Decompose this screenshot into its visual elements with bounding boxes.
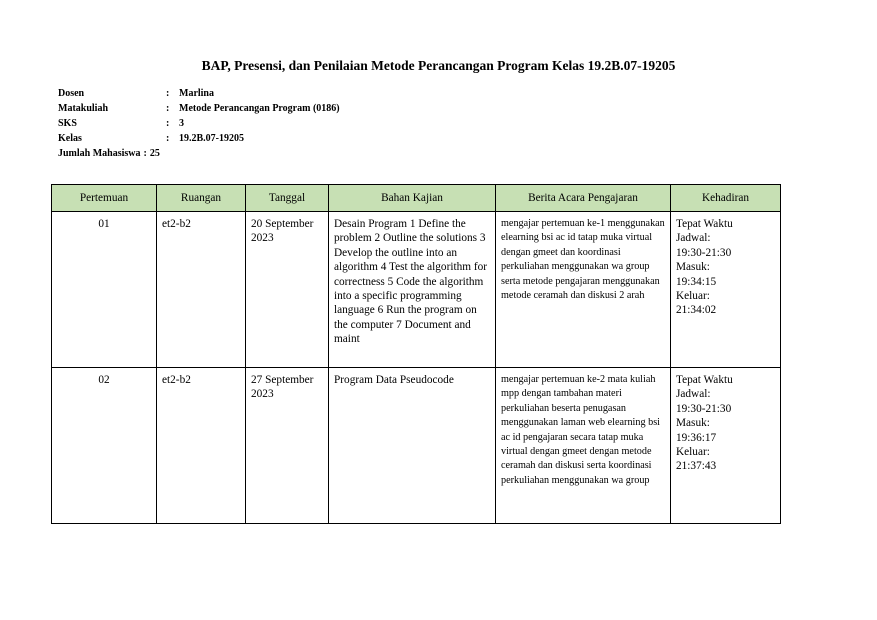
info-value: 3 [179, 118, 184, 129]
info-row-matakuliah [58, 101, 340, 116]
info-row-sks [58, 116, 340, 131]
kehadiran-keluar-value: 21:34:02 [676, 304, 717, 317]
kehadiran-masuk-label: Masuk: [676, 417, 710, 430]
table-row [52, 368, 781, 524]
kehadiran-keluar-value: 21:37:43 [676, 460, 717, 473]
document-title: BAP, Presensi, dan Penilaian Metode Perancangan Program Kelas 19.2B.07-19205 [201, 58, 676, 73]
cell-bahan-kajian: Desain Program 1 Define the problem 2 Outline the solutions 3 Develop the outline into an algorithm 4 Test the algorithm for correctness 5 Code the algorithm into a specific programming language 6 Run the program on the computer 7 Document and maint [329, 212, 496, 368]
course-info [58, 86, 340, 161]
info-row-kelas [58, 131, 340, 146]
info-value: Metode Perancangan Program (0186) [179, 103, 340, 114]
cell-kehadiran [671, 368, 781, 524]
kehadiran-masuk-value: 19:36:17 [676, 431, 717, 444]
kehadiran-status: Tepat Waktu [676, 374, 733, 386]
cell-ruangan: et2-b2 [157, 368, 246, 524]
info-value: Marlina [179, 88, 214, 99]
info-label: Dosen [58, 88, 85, 99]
cell-berita-acara: mengajar pertemuan ke-2 mata kuliah mpp dengan tambahan materi perkuliahan beserta penugasan menggunakan laman web elearning bsi ac id pengajaran secara tatap muka virtual dengan gmeet dengan metode ceramah dan diskusi serta koordinasi perkuliahan menggunakan wa group [496, 368, 671, 524]
table-row [52, 212, 781, 368]
header-tanggal: Tanggal [246, 185, 329, 212]
kehadiran-jadwal-value: 19:30-21:30 [676, 402, 732, 415]
table-header-row [52, 185, 781, 212]
info-label: SKS [58, 118, 77, 129]
cell-ruangan: et2-b2 [157, 212, 246, 368]
info-separator: : [166, 118, 170, 129]
info-label: Matakuliah [58, 103, 109, 114]
header-bahan-kajian: Bahan Kajian [329, 185, 496, 212]
header-kehadiran: Kehadiran [671, 185, 781, 212]
info-separator: : [166, 133, 170, 144]
cell-bahan-kajian: Program Data Pseudocode [329, 368, 496, 524]
header-ruangan: Ruangan [157, 185, 246, 212]
kehadiran-jadwal-value: 19:30-21:30 [676, 246, 732, 259]
info-separator: : [166, 103, 170, 114]
cell-pertemuan: 02 [52, 368, 157, 524]
kehadiran-status: Tepat Waktu [676, 218, 733, 230]
header-berita-acara: Berita Acara Pengajaran [496, 185, 671, 212]
cell-tanggal: 20 September 2023 [246, 212, 329, 368]
kehadiran-jadwal-label: Jadwal: [676, 388, 711, 401]
info-separator: : [166, 88, 170, 99]
cell-tanggal: 27 September 2023 [246, 368, 329, 524]
bap-table [51, 184, 781, 524]
info-label: Kelas [58, 133, 82, 144]
info-label: Jumlah Mahasiswa [58, 148, 141, 159]
info-separator: : [143, 148, 147, 159]
kehadiran-masuk-label: Masuk: [676, 261, 710, 274]
header-pertemuan: Pertemuan [52, 185, 157, 212]
info-value: 19.2B.07-19205 [179, 133, 244, 144]
kehadiran-masuk-value: 19:34:15 [676, 275, 717, 288]
info-row-jumlah-mahasiswa [58, 146, 340, 161]
cell-pertemuan: 01 [52, 212, 157, 368]
kehadiran-keluar-label: Keluar: [676, 446, 710, 459]
info-row-dosen [58, 86, 340, 101]
info-value: 25 [149, 148, 160, 159]
cell-kehadiran [671, 212, 781, 368]
cell-berita-acara: mengajar pertemuan ke-1 menggunakan elearning bsi ac id tatap muka virtual dengan gmeet dan koordinasi perkuliahan menggunakan wa group serta metode pengajaran menggunakan metode ceramah dan diskusi 2 arah [496, 212, 671, 368]
kehadiran-keluar-label: Keluar: [676, 290, 710, 303]
kehadiran-jadwal-label: Jadwal: [676, 232, 711, 245]
